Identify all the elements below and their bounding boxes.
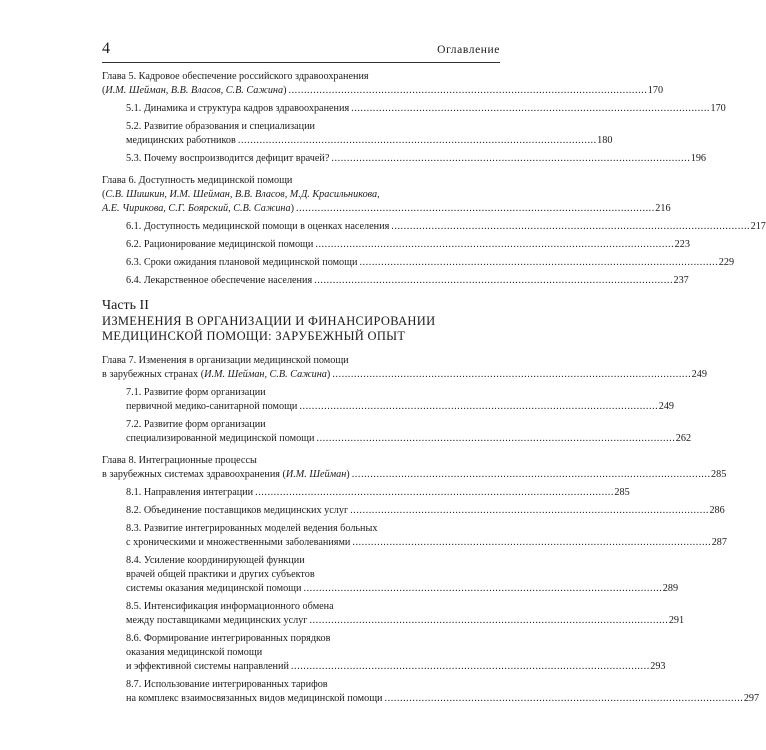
paren: ) [346, 469, 350, 480]
leader-dots [351, 102, 708, 116]
page-ref: 289 [662, 583, 679, 594]
section-title: 7.1. Развитие форм организации [126, 387, 266, 398]
chapter-authors-line[interactable] [102, 84, 664, 98]
section-title: специализированной медицинской помощи [126, 433, 315, 444]
section-title: 5.1. Динамика и структура кадров здравоохранения [126, 103, 350, 114]
toc-section[interactable] [102, 554, 679, 596]
page-number: 4 [102, 40, 110, 57]
table-of-contents [102, 70, 766, 714]
leader-dots [350, 504, 707, 518]
chapter-7 [102, 354, 707, 446]
section-title: первичной медико-санитарной помощи [126, 401, 298, 412]
toc-section[interactable] [102, 274, 689, 288]
page-ref: 297 [743, 693, 760, 704]
chapter-authors-line[interactable] [102, 202, 671, 216]
chapter-authors: И.М. Шейман, В.В. Власов, С.В. Сажина [105, 85, 284, 96]
section-title: 6.2. Рационирование медицинской помощи [126, 239, 314, 250]
page-ref: 170 [710, 103, 726, 114]
section-title: 8.7. Использование интегрированных тарифов [126, 679, 328, 690]
chapter-authors: И.М. Шейман [285, 469, 347, 480]
leader-dots [255, 486, 612, 500]
toc-section[interactable] [102, 418, 692, 446]
page-ref: 293 [650, 661, 666, 672]
section-title: 5.3. Почему воспроизводится дефицит врачей? [126, 153, 330, 164]
chapter-title[interactable]: Глава 5. Кадровое обеспечение российского здравоохранения [102, 71, 369, 82]
section-title: 6.4. Лекарственное обеспечение населения [126, 275, 313, 286]
part-title: ИЗМЕНЕНИЯ В ОРГАНИЗАЦИИ И ФИНАНСИРОВАНИИ [102, 314, 436, 328]
chapter-title[interactable] [102, 468, 727, 482]
leader-dots [238, 134, 595, 148]
toc-section[interactable] [102, 522, 727, 550]
section-title: медицинских работников [126, 135, 236, 146]
section-title: оказания медицинской помощи [126, 647, 263, 658]
chapter-authors: И.М. Шейман, С.В. Сажина [204, 369, 327, 380]
toc-section[interactable] [102, 220, 766, 234]
leader-dots [288, 84, 645, 98]
paren: ( [102, 85, 106, 96]
section-title: 8.5. Интенсификация информационного обмена [126, 601, 334, 612]
section-title: между поставщиками медицинских услуг [126, 615, 308, 626]
part-label: Часть II [102, 298, 149, 313]
leader-dots [332, 368, 689, 382]
chapter-5 [102, 70, 726, 166]
section-title: 5.2. Развитие образования и специализации [126, 121, 316, 132]
page-ref: 287 [711, 537, 727, 548]
chapter-authors: А.Е. Чирикова, С.Г. Боярский, С.В. Сажина [102, 203, 291, 214]
page-ref: 223 [674, 239, 690, 250]
toc-section[interactable] [102, 256, 735, 270]
running-head: Оглавление [437, 44, 500, 56]
leader-dots [391, 220, 748, 234]
paren: ( [102, 189, 106, 200]
page-ref: 286 [709, 505, 725, 516]
chapter-title-cont: в зарубежных странах ( [102, 369, 205, 380]
chapter-title[interactable]: Глава 8. Интеграционные процессы [102, 455, 257, 466]
section-title: 6.3. Сроки ожидания плановой медицинской помощи [126, 257, 358, 268]
leader-dots [315, 238, 672, 252]
section-title: 8.1. Направления интеграции [126, 487, 254, 498]
page-ref: 237 [673, 275, 689, 286]
toc-section[interactable] [102, 102, 726, 116]
leader-dots [291, 660, 648, 674]
leader-dots [299, 400, 656, 414]
chapter-title[interactable] [102, 368, 707, 382]
toc-section[interactable] [102, 600, 685, 628]
page-ref: 170 [647, 85, 664, 96]
page-ref: 196 [690, 153, 707, 164]
leader-dots [359, 256, 716, 270]
section-title: 6.1. Доступность медицинской помощи в оценках населения [126, 221, 390, 232]
section-title: с хроническими и множественными заболеваниями [126, 537, 351, 548]
header-rule [102, 62, 500, 63]
leader-dots [303, 582, 660, 596]
page-ref: 216 [655, 203, 671, 214]
section-title: на комплекс взаимосвязанных видов медицинской помощи [126, 693, 383, 704]
page-ref: 180 [597, 135, 613, 146]
toc-section[interactable] [102, 486, 630, 500]
leader-dots [352, 468, 709, 482]
leader-dots [314, 274, 671, 288]
leader-dots [316, 432, 673, 446]
leader-dots [385, 692, 742, 706]
page-ref: 262 [675, 433, 692, 444]
chapter-6 [102, 174, 766, 288]
section-title: 8.4. Усиление координирующей функции [126, 555, 305, 566]
chapter-authors: С.В. Шишкин, И.М. Шейман, В.В. Власов, М.Д. Красильникова, [105, 189, 380, 200]
paren: ) [290, 203, 294, 214]
part-heading [102, 298, 500, 344]
toc-section[interactable] [102, 120, 613, 148]
chapter-title-cont: в зарубежных системах здравоохранения ( [102, 469, 286, 480]
page-ref: 291 [668, 615, 685, 626]
section-title: системы оказания медицинской помощи [126, 583, 302, 594]
page-ref: 217 [750, 221, 766, 232]
section-title: 7.2. Развитие форм организации [126, 419, 266, 430]
chapter-title[interactable]: Глава 6. Доступность медицинской помощи [102, 175, 293, 186]
part-title: МЕДИЦИНСКОЙ ПОМОЩИ: ЗАРУБЕЖНЫЙ ОПЫТ [102, 329, 406, 343]
page-ref: 285 [614, 487, 630, 498]
chapter-title[interactable]: Глава 7. Изменения в организации медицинской помощи [102, 355, 349, 366]
toc-section[interactable] [102, 152, 707, 166]
toc-section[interactable] [102, 386, 674, 414]
chapter-authors-line [102, 188, 500, 202]
leader-dots [296, 202, 653, 216]
page-ref: 285 [711, 469, 727, 480]
section-title: 8.2. Объединение поставщиков медицинских услуг [126, 505, 349, 516]
toc-section[interactable] [102, 504, 725, 518]
leader-dots [331, 152, 688, 166]
section-title: 8.6. Формирование интегрированных порядков [126, 633, 331, 644]
page-ref: 229 [718, 257, 735, 268]
toc-section[interactable] [102, 238, 690, 252]
section-title: и эффективной системы направлений [126, 661, 289, 672]
section-title: 8.3. Развитие интегрированных моделей ведения больных [126, 523, 378, 534]
toc-section[interactable] [102, 632, 666, 674]
leader-dots [309, 614, 666, 628]
paren: ) [283, 85, 287, 96]
page-ref: 249 [691, 369, 707, 380]
section-title: врачей общей практики и других субъектов [126, 569, 315, 580]
chapter-8 [102, 454, 760, 706]
toc-section[interactable] [102, 678, 760, 706]
page-ref: 249 [658, 401, 674, 412]
leader-dots [352, 536, 709, 550]
paren: ) [326, 369, 331, 380]
